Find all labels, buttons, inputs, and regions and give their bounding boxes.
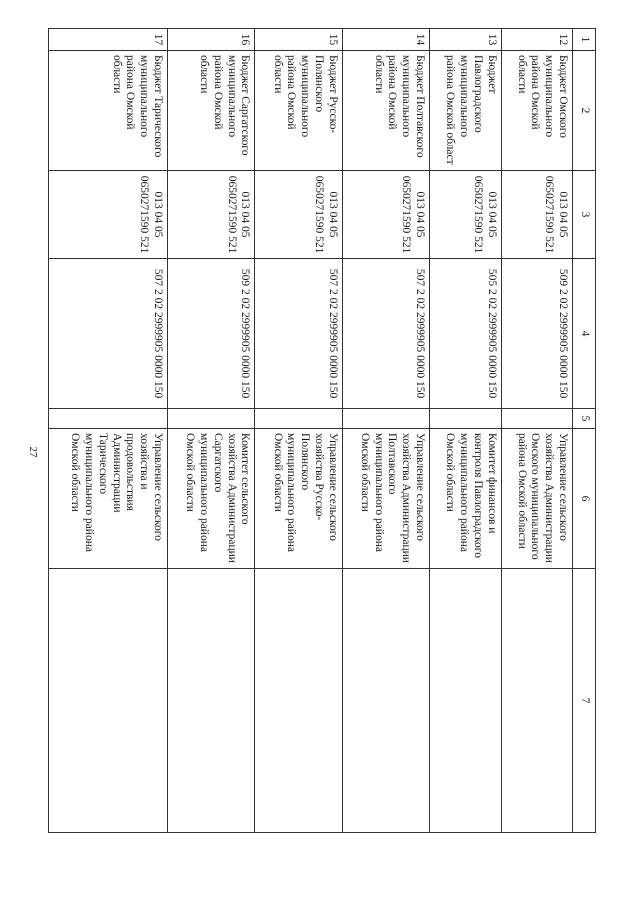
table-cell xyxy=(342,409,429,429)
table-cell xyxy=(255,409,342,429)
table-row xyxy=(255,29,342,833)
table-cell: 14 xyxy=(342,29,429,51)
column-header: 4 xyxy=(573,259,596,409)
table-cell xyxy=(168,569,255,833)
table-cell: 013 04 05 0650271590 521 xyxy=(430,171,501,259)
table-cell xyxy=(49,569,168,833)
table-cell: 509 2 02 2999905 0000 150 xyxy=(168,259,255,409)
table-cell: Бюджет Тарического муниципального района Омской области xyxy=(49,51,168,171)
table-cell: Бюджет Полтавского муниципального района Омской области xyxy=(342,51,429,171)
table-cell: 509 2 02 2999905 0000 150 xyxy=(501,259,572,409)
table-cell xyxy=(168,409,255,429)
page-number: 27 xyxy=(27,446,39,458)
table-cell xyxy=(430,409,501,429)
table-cell: 505 2 02 2999905 0000 150 xyxy=(430,259,501,409)
table-cell: 013 04 05 0650271590 521 xyxy=(168,171,255,259)
table-row xyxy=(342,29,429,833)
table-cell xyxy=(430,569,501,833)
table-cell xyxy=(501,569,572,833)
table-container xyxy=(48,28,596,832)
table-cell: 17 xyxy=(49,29,168,51)
table-cell: Комитет сельского хозяйства Администрации Саргатского муниципального района Омской области xyxy=(168,429,255,569)
table-cell xyxy=(501,409,572,429)
table-cell: Управление сельского хозяйства Русско-Полянского муниципального района Омской области xyxy=(255,429,342,569)
table-cell: 15 xyxy=(255,29,342,51)
table-row xyxy=(501,29,572,833)
table-cell: Управление сельского хозяйства и продовольствия Администрации Тарического муниципального района Омской области xyxy=(49,429,168,569)
table-cell xyxy=(255,569,342,833)
table-cell: 12 xyxy=(501,29,572,51)
table-cell: 13 xyxy=(430,29,501,51)
column-header: 2 xyxy=(573,51,596,171)
table-cell: Комитет финансов и контроля Павлоградского муниципального района Омской области xyxy=(430,429,501,569)
table-row xyxy=(168,29,255,833)
budget-table xyxy=(48,28,596,833)
table-cell: 507 2 02 2999905 0000 150 xyxy=(342,259,429,409)
table-cell: 013 04 05 0650271590 521 xyxy=(501,171,572,259)
table-cell: 013 04 05 0650271590 521 xyxy=(342,171,429,259)
table-cell: Управление сельского хозяйства Администрации Полтавского муниципального района Омской области xyxy=(342,429,429,569)
column-header: 5 xyxy=(573,409,596,429)
table-cell: 507 2 02 2999905 0000 150 xyxy=(255,259,342,409)
table-cell: Бюджет Омского муниципального района Омской области xyxy=(501,51,572,171)
column-header: 6 xyxy=(573,429,596,569)
table-cell: Управление сельского хозяйства Администрации Омского муниципального района Омской области xyxy=(501,429,572,569)
table-cell: 16 xyxy=(168,29,255,51)
table-cell: 013 04 05 0650271590 521 xyxy=(49,171,168,259)
table-cell xyxy=(49,409,168,429)
table-row xyxy=(49,29,168,833)
table-row xyxy=(430,29,501,833)
column-header: 1 xyxy=(573,29,596,51)
column-header: 3 xyxy=(573,171,596,259)
table-cell xyxy=(342,569,429,833)
table-cell: Бюджет Саргатского муниципального района Омской области xyxy=(168,51,255,171)
table-cell: Бюджет Павлоградского муниципального района Омской област xyxy=(430,51,501,171)
table-cell: 507 2 02 2999905 0000 150 xyxy=(49,259,168,409)
table-cell: 013 04 05 0650271590 521 xyxy=(255,171,342,259)
table-header-row xyxy=(573,29,596,833)
column-header: 7 xyxy=(573,569,596,833)
table-cell: Бюджет Русско-Полянского муниципального района Омской области xyxy=(255,51,342,171)
